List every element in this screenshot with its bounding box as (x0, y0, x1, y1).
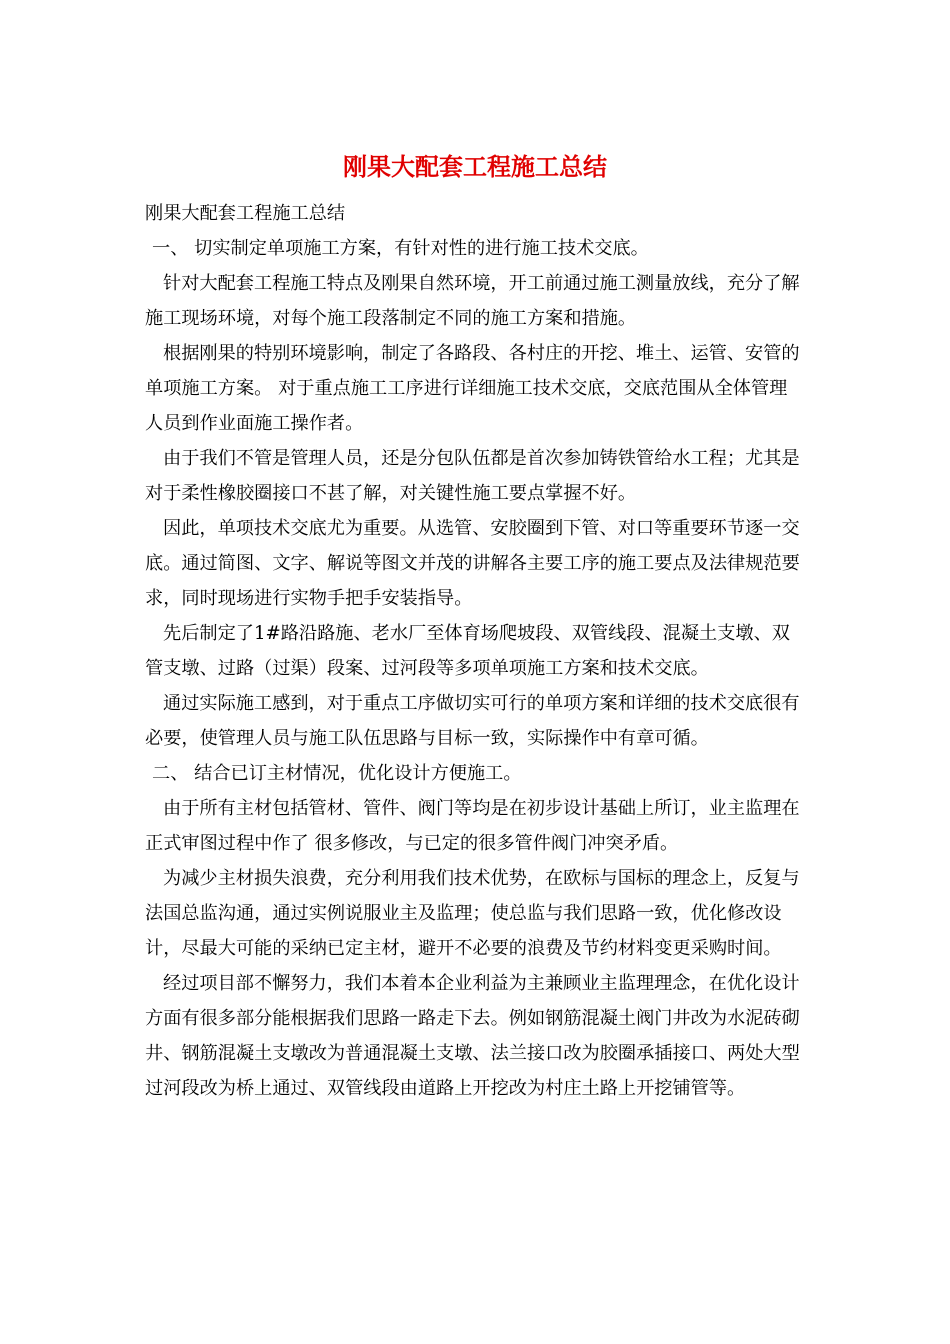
paragraph: 针对大配套工程施工特点及刚果自然环境，开工前通过施工测量放线，充分了解施工现场环境，对每个施工段落制定不同的施工方案和措施。 (145, 273, 800, 329)
paragraph: 经过项目部不懈努力，我们本着本企业利益为主兼顾业主监理理念，在优化设计方面有很多部分能根据我们思路一路走下去。例如钢筋混凝土阀门井改为水泥砖砌井、钢筋混凝土支墩改为普通混凝土支墩、法兰接口改为胶圈承插接口、两处大型过河段改为桥上通过、双管线段由道路上开挖改为村庄土路上开挖铺管等。 (145, 973, 800, 1099)
document-subtitle: 刚果大配套工程施工总结 (145, 203, 346, 224)
document-body (145, 196, 805, 1106)
paragraph: 先后制定了1#路沿路施、老水厂至体育场爬坡段、双管线段、混凝土支墩、双管支墩、过路（过渠）段案、过河段等多项单项施工方案和技术交底。 (145, 623, 790, 679)
paragraph: 由于所有主材包括管材、管件、阀门等均是在初步设计基础上所订，业主监理在正式审图过程中作了 很多修改，与已定的很多管件阀门冲突矛盾。 (145, 798, 800, 854)
paragraph: 为减少主材损失浪费，充分利用我们技术优势，在欧标与国标的理念上，反复与法国总监沟通，通过实例说服业主及监理；使总监与我们思路一致，优化修改设计，尽最大可能的采纳已定主材，避开不必要的浪费及节约材料变更采购时间。 (145, 868, 800, 959)
section-heading-2: 二、 结合已订主材情况，优化设计方便施工。 (152, 763, 522, 784)
paragraph: 根据刚果的特别环境影响，制定了各路段、各村庄的开挖、堆土、运管、安管的单项施工方案。 对于重点施工工序进行详细施工技术交底，交底范围从全体管理人员到作业面施工操作者。 (145, 343, 800, 434)
paragraph: 因此，单项技术交底尤为重要。从选管、安胶圈到下管、对口等重要环节逐一交底。通过简图、文字、解说等图文并茂的讲解各主要工序的施工要点及法律规范要求，同时现场进行实物手把手安装指导。 (145, 518, 800, 609)
paragraph: 由于我们不管是管理人员，还是分包队伍都是首次参加铸铁管给水工程；尤其是对于柔性橡胶圈接口不甚了解，对关键性施工要点掌握不好。 (145, 448, 800, 504)
section-heading-1: 一、 切实制定单项施工方案，有针对性的进行施工技术交底。 (152, 238, 649, 259)
page-title: 刚果大配套工程施工总结 (343, 152, 607, 181)
paragraph: 通过实际施工感到，对于重点工序做切实可行的单项方案和详细的技术交底很有必要，使管理人员与施工队伍思路与目标一致，实际操作中有章可循。 (145, 693, 800, 749)
